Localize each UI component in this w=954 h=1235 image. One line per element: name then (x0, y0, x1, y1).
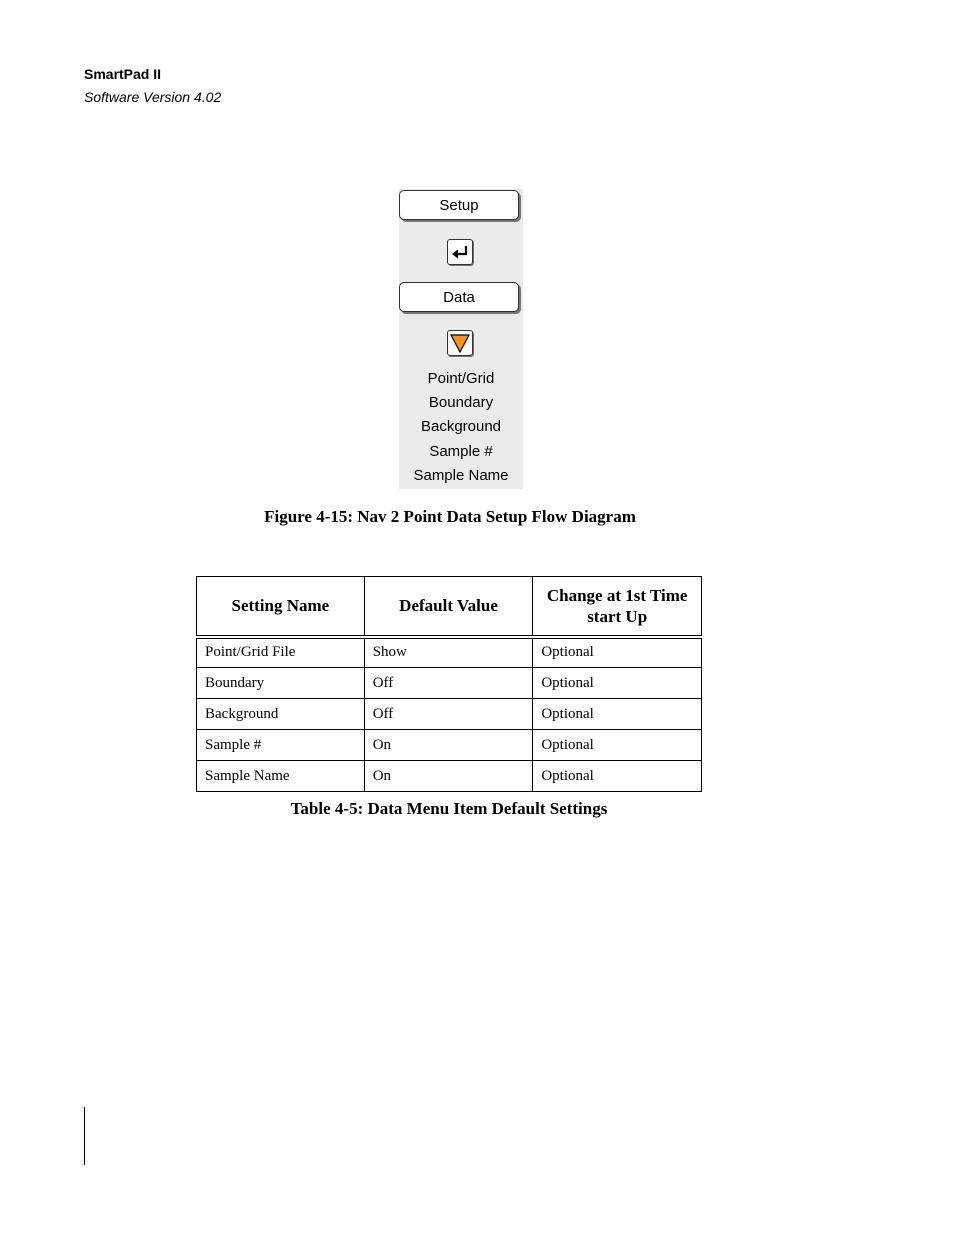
table-cell: Optional (533, 761, 702, 792)
table-cell: Background (197, 699, 365, 730)
header-product-name: SmartPad II (84, 66, 162, 82)
table-row (197, 761, 702, 792)
table-cell: Show (364, 637, 533, 668)
menu-item-sample-number: Sample # (429, 443, 493, 460)
header-software-version: Software Version 4.02 (84, 89, 222, 105)
table-cell: Sample # (197, 730, 365, 761)
column-header: Setting Name (197, 577, 365, 637)
table-cell: Off (364, 699, 533, 730)
settings-table (196, 576, 702, 792)
table-cell: Optional (533, 730, 702, 761)
flow-diagram (399, 189, 523, 489)
table-cell: Off (364, 668, 533, 699)
table-row (197, 637, 702, 668)
table-caption: Table 4-5: Data Menu Item Default Settings (290, 799, 608, 818)
menu-item-sample-name: Sample Name (413, 467, 509, 484)
table-cell: Boundary (197, 668, 365, 699)
figure-caption: Figure 4-15: Nav 2 Point Data Setup Flow Diagram (264, 507, 636, 526)
table-row (197, 699, 702, 730)
table-cell: Optional (533, 637, 702, 668)
menu-item-background: Background (420, 418, 502, 435)
table-row (197, 668, 702, 699)
table-row (197, 730, 702, 761)
setup-key: Setup (399, 190, 519, 220)
margin-rule (84, 1107, 85, 1165)
enter-icon (447, 239, 473, 265)
column-header: Change at 1st Time start Up (533, 577, 702, 637)
down-arrow-icon (447, 330, 473, 356)
column-header: Default Value (364, 577, 533, 637)
table-cell: Point/Grid File (197, 637, 365, 668)
table-cell: Optional (533, 668, 702, 699)
table-cell: On (364, 761, 533, 792)
table-cell: On (364, 730, 533, 761)
table-header-row (197, 577, 702, 637)
menu-item-boundary: Boundary (428, 394, 494, 411)
menu-item-point-grid: Point/Grid (427, 370, 495, 387)
table-cell: Sample Name (197, 761, 365, 792)
table-cell: Optional (533, 699, 702, 730)
data-key: Data (399, 282, 519, 312)
